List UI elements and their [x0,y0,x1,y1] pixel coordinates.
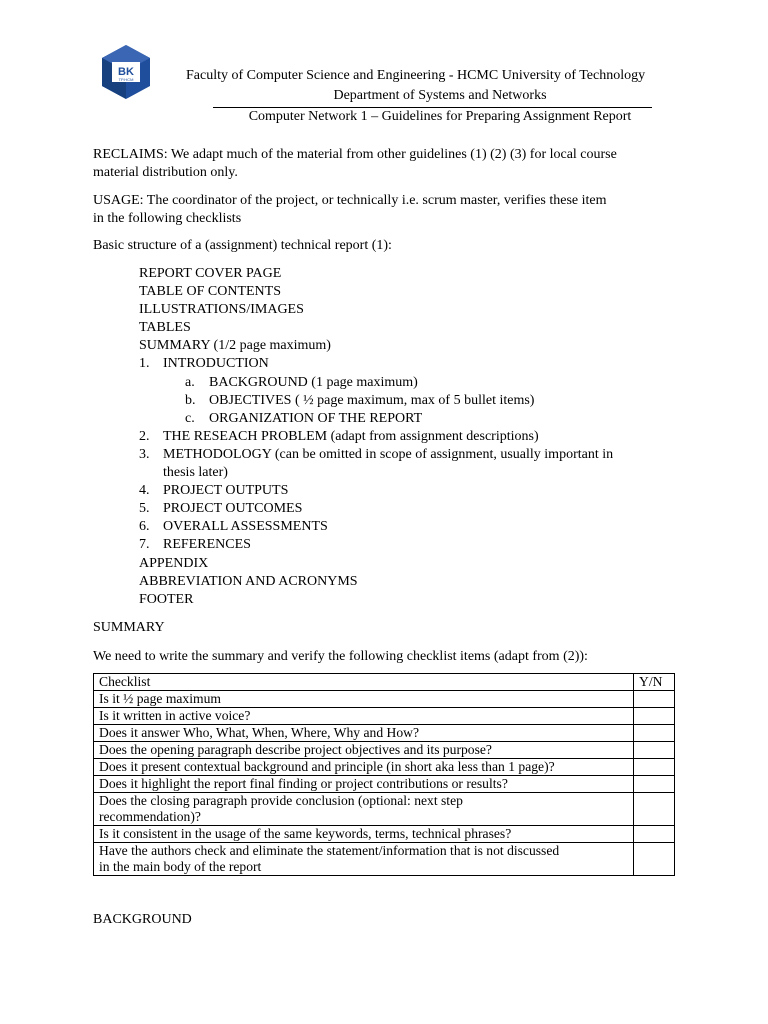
table-cell-item: Is it consistent in the usage of the same keywords, terms, technical phrases? [94,826,634,843]
list-number: 6. [139,519,150,535]
logo-text: BK [118,66,134,78]
list-item-text: REPORT COVER PAGE [139,266,282,281]
list-letter: c. [185,410,195,426]
list-item-text: TABLES [139,320,191,336]
list-item-text: PROJECT OUTCOMES [163,501,303,517]
table-cell-item [94,843,634,876]
table-row [94,826,675,843]
table-cell-item: Does it highlight the report final finding or project contributions or results? [94,776,634,793]
list-item-text: PROJECT OUTPUTS [163,483,289,499]
list-item-text: REFERENCES [163,537,251,553]
background-heading: BACKGROUND [93,912,192,927]
table-header-row [94,674,675,691]
usage-line-2: in the following checklists [93,211,242,226]
cell-line: recommendation)? [99,809,201,824]
header-department: Department of Systems and Networks [333,88,547,103]
list-item [139,482,699,500]
summary-checklist-table [93,673,675,876]
table-cell-item: Does it present contextual background and principle (in short aka less than 1 page)? [94,759,634,776]
list-item [139,392,699,410]
table-cell-yn[interactable] [634,793,675,826]
header-course-title: Computer Network 1 – Guidelines for Preparing Assignment Report [248,109,632,124]
table-row [94,793,675,826]
list-item-text: ABBREVIATION AND ACRONYMS [139,573,358,589]
cell-line: Does the closing paragraph provide conclusion (optional: next step [99,793,463,808]
structure-intro: Basic structure of a (assignment) technical report (1): [93,238,392,253]
table-cell-item: Is it written in active voice? [94,708,634,725]
table-cell-yn[interactable] [634,708,675,725]
list-item [139,573,699,591]
list-item-text-continued: thesis later) [163,465,228,481]
list-number: 1. [139,356,150,372]
list-item-text: ILLUSTRATIONS/IMAGES [139,302,304,318]
list-item-text: SUMMARY (1/2 page maximum) [139,338,331,354]
summary-heading: SUMMARY [93,620,165,635]
list-item [139,428,699,446]
table-cell-yn[interactable] [634,725,675,742]
table-header-yn: Y/N [634,674,675,691]
reclaims-line-2: material distribution only. [93,165,238,180]
table-row [94,691,675,708]
table-cell-item: Does it answer Who, What, When, Where, Why and How? [94,725,634,742]
header-faculty: Faculty of Computer Science and Engineering - HCMC University of Technology [186,68,646,83]
list-item-text: OVERALL ASSESSMENTS [163,519,328,535]
table-row [94,759,675,776]
list-item [139,464,699,482]
logo-subtext: TP.HCM [118,77,134,82]
list-number: 2. [139,428,150,444]
list-item-text: METHODOLOGY (can be omitted in scope of assignment, usually important in [163,446,614,462]
list-number: 7. [139,537,150,553]
table-cell-yn[interactable] [634,843,675,876]
list-item-text: ORGANIZATION OF THE REPORT [209,410,423,426]
table-cell-yn[interactable] [634,759,675,776]
table-cell-item: Is it ½ page maximum [94,691,634,708]
table-row [94,776,675,793]
list-item [139,301,699,319]
list-item-text: OBJECTIVES ( ½ page maximum, max of 5 bullet items) [209,392,535,408]
list-item-text: APPENDIX [139,555,209,571]
summary-intro: We need to write the summary and verify the following checklist items (adapt from (2)): [93,649,588,664]
table-cell-yn[interactable] [634,776,675,793]
list-item [139,283,699,301]
cell-line: in the main body of the report [99,859,262,874]
list-number: 3. [139,446,150,462]
list-number: 4. [139,483,150,499]
table-row [94,708,675,725]
list-item-text: THE RESEACH PROBLEM (adapt from assignment descriptions) [163,428,539,444]
table-cell-item [94,793,634,826]
list-item [139,555,699,573]
list-item [139,355,699,373]
list-item [139,374,699,392]
list-item-text: BACKGROUND (1 page maximum) [209,374,418,390]
cell-line: Have the authors check and eliminate the statement/information that is not discussed [99,843,560,858]
table-row [94,843,675,876]
table-row [94,725,675,742]
list-number: 5. [139,501,150,517]
table-cell-yn[interactable] [634,826,675,843]
university-logo [98,44,154,100]
list-item [139,591,699,609]
list-item [139,518,699,536]
table-header-checklist: Checklist [94,674,634,691]
list-item-text: FOOTER [139,591,194,607]
list-letter: a. [185,374,195,390]
list-item-text: INTRODUCTION [163,356,269,372]
usage-line-1: USAGE: The coordinator of the project, or technically i.e. scrum master, verifies these item [93,193,607,208]
list-item [139,265,699,283]
table-cell-item: Does the opening paragraph describe project objectives and its purpose? [94,742,634,759]
table-row [94,742,675,759]
list-item [139,536,699,554]
table-cell-yn[interactable] [634,691,675,708]
list-item [139,319,699,337]
list-item [139,410,699,428]
list-item-text: TABLE OF CONTENTS [139,284,281,300]
list-letter: b. [185,392,196,408]
list-item [139,446,699,464]
list-item [139,337,699,355]
table-cell-yn[interactable] [634,742,675,759]
reclaims-line-1: RECLAIMS: We adapt much of the material from other guidelines (1) (2) (3) for local course [93,147,617,162]
list-item [139,500,699,518]
report-structure-list [139,265,699,609]
